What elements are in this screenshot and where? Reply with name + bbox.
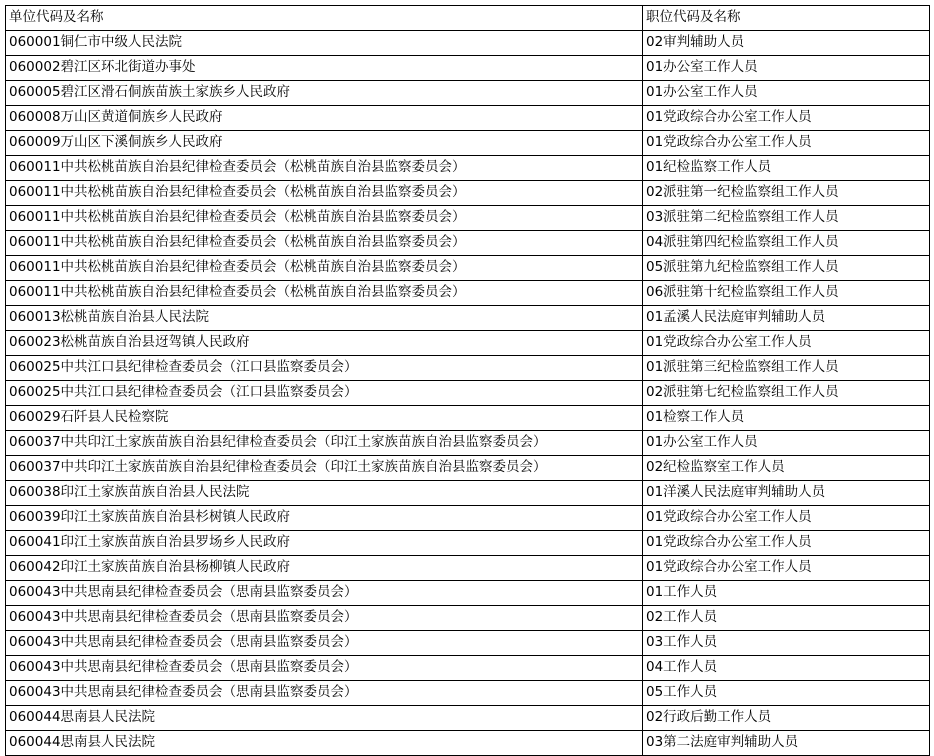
cell-unit-text: 060037中共印江土家族苗族自治县纪律检查委员会（印江土家族苗族自治县监察委员会）	[9, 433, 547, 450]
table-row	[6, 231, 930, 256]
cell-position	[643, 231, 930, 256]
cell-unit	[6, 81, 643, 106]
table-row	[6, 606, 930, 631]
cell-unit-text: 060043中共思南县纪律检查委员会（思南县监察委员会）	[9, 608, 358, 625]
table-body	[6, 6, 930, 756]
cell-position	[643, 681, 930, 706]
cell-position	[643, 306, 930, 331]
cell-position	[643, 556, 930, 581]
table-row	[6, 406, 930, 431]
cell-unit	[6, 156, 643, 181]
cell-position-text: 01党政综合办公室工作人员	[646, 108, 812, 125]
cell-unit	[6, 631, 643, 656]
table-row	[6, 506, 930, 531]
cell-position	[643, 156, 930, 181]
table-row	[6, 81, 930, 106]
cell-unit	[6, 731, 643, 756]
table-row	[6, 431, 930, 456]
cell-unit	[6, 331, 643, 356]
cell-position	[643, 531, 930, 556]
cell-unit	[6, 381, 643, 406]
cell-position-text: 03第二法庭审判辅助人员	[646, 733, 799, 750]
table-row	[6, 581, 930, 606]
cell-unit-text: 060005碧江区滑石侗族苗族土家族乡人民政府	[9, 83, 291, 100]
cell-position	[643, 381, 930, 406]
cell-position	[643, 181, 930, 206]
cell-unit-text: 060025中共江口县纪律检查委员会（江口县监察委员会）	[9, 358, 358, 375]
cell-unit-text: 060009万山区下溪侗族乡人民政府	[9, 133, 223, 150]
cell-position-text: 01工作人员	[646, 583, 718, 600]
cell-position-text: 01纪检监察工作人员	[646, 158, 772, 175]
cell-unit-text: 060025中共江口县纪律检查委员会（江口县监察委员会）	[9, 383, 358, 400]
table-header-row	[6, 6, 930, 31]
cell-unit-text: 060023松桃苗族自治县迓驾镇人民政府	[9, 333, 250, 350]
cell-unit	[6, 356, 643, 381]
cell-unit-text: 060043中共思南县纪律检查委员会（思南县监察委员会）	[9, 583, 358, 600]
cell-unit	[6, 456, 643, 481]
cell-unit-text: 060029石阡县人民检察院	[9, 408, 169, 425]
cell-unit-text: 060011中共松桃苗族自治县纪律检查委员会（松桃苗族自治县监察委员会）	[9, 158, 466, 175]
cell-position	[643, 581, 930, 606]
cell-position	[643, 256, 930, 281]
cell-unit	[6, 206, 643, 231]
table-row	[6, 281, 930, 306]
cell-position	[643, 606, 930, 631]
table-row	[6, 331, 930, 356]
cell-position	[643, 706, 930, 731]
cell-position	[643, 31, 930, 56]
cell-unit-text: 060039印江土家族苗族自治县杉树镇人民政府	[9, 508, 291, 525]
column-header-unit	[6, 6, 643, 31]
cell-position	[643, 81, 930, 106]
table-row	[6, 306, 930, 331]
cell-unit	[6, 31, 643, 56]
cell-unit-text: 060037中共印江土家族苗族自治县纪律检查委员会（印江土家族苗族自治县监察委员会）	[9, 458, 547, 475]
cell-unit-text: 060001铜仁市中级人民法院	[9, 33, 183, 50]
cell-unit-text: 060002碧江区环北街道办事处	[9, 58, 196, 75]
cell-unit-text: 060011中共松桃苗族自治县纪律检查委员会（松桃苗族自治县监察委员会）	[9, 233, 466, 250]
table-row	[6, 381, 930, 406]
table-row	[6, 681, 930, 706]
cell-position-text: 05工作人员	[646, 683, 718, 700]
table-row	[6, 256, 930, 281]
cell-unit	[6, 531, 643, 556]
cell-unit	[6, 706, 643, 731]
cell-position-text: 01办公室工作人员	[646, 83, 758, 100]
cell-unit	[6, 256, 643, 281]
table-row	[6, 356, 930, 381]
cell-unit	[6, 506, 643, 531]
cell-position-text: 01洋溪人民法庭审判辅助人员	[646, 483, 826, 500]
cell-position	[643, 356, 930, 381]
cell-position-text: 04工作人员	[646, 658, 718, 675]
cell-unit	[6, 581, 643, 606]
cell-unit	[6, 106, 643, 131]
cell-position-text: 01党政综合办公室工作人员	[646, 533, 812, 550]
cell-unit-text: 060043中共思南县纪律检查委员会（思南县监察委员会）	[9, 633, 358, 650]
cell-position-text: 02工作人员	[646, 608, 718, 625]
cell-position-text: 02纪检监察室工作人员	[646, 458, 785, 475]
cell-position-text: 01派驻第三纪检监察组工作人员	[646, 358, 839, 375]
cell-position	[643, 481, 930, 506]
table-row	[6, 156, 930, 181]
cell-unit	[6, 606, 643, 631]
cell-position-text: 01检察工作人员	[646, 408, 745, 425]
cell-unit-text: 060043中共思南县纪律检查委员会（思南县监察委员会）	[9, 683, 358, 700]
cell-position	[643, 331, 930, 356]
cell-position-text: 01办公室工作人员	[646, 58, 758, 75]
table-row	[6, 456, 930, 481]
cell-position-text: 02派驻第一纪检监察组工作人员	[646, 183, 839, 200]
cell-unit-text: 060008万山区黄道侗族乡人民政府	[9, 108, 223, 125]
cell-position	[643, 281, 930, 306]
cell-position-text: 02审判辅助人员	[646, 33, 745, 50]
cell-unit-text: 060038印江土家族苗族自治县人民法院	[9, 483, 250, 500]
cell-unit	[6, 556, 643, 581]
cell-unit	[6, 131, 643, 156]
cell-unit	[6, 481, 643, 506]
cell-unit-text: 060011中共松桃苗族自治县纪律检查委员会（松桃苗族自治县监察委员会）	[9, 183, 466, 200]
table-row	[6, 31, 930, 56]
cell-position-text: 03工作人员	[646, 633, 718, 650]
cell-position	[643, 506, 930, 531]
table-row	[6, 56, 930, 81]
cell-position-text: 04派驻第四纪检监察组工作人员	[646, 233, 839, 250]
cell-position-text: 01党政综合办公室工作人员	[646, 333, 812, 350]
cell-unit-text: 060011中共松桃苗族自治县纪律检查委员会（松桃苗族自治县监察委员会）	[9, 258, 466, 275]
cell-unit-text: 060043中共思南县纪律检查委员会（思南县监察委员会）	[9, 658, 358, 675]
cell-unit	[6, 306, 643, 331]
cell-position-text: 02行政后勤工作人员	[646, 708, 772, 725]
cell-position	[643, 631, 930, 656]
cell-position	[643, 656, 930, 681]
cell-position-text: 01孟溪人民法庭审判辅助人员	[646, 308, 826, 325]
cell-unit-text: 060041印江土家族苗族自治县罗场乡人民政府	[9, 533, 291, 550]
cell-position-text: 05派驻第九纪检监察组工作人员	[646, 258, 839, 275]
cell-position-text: 06派驻第十纪检监察组工作人员	[646, 283, 839, 300]
table-row	[6, 656, 930, 681]
cell-unit-text: 060044思南县人民法院	[9, 708, 156, 725]
cell-position	[643, 456, 930, 481]
cell-position-text: 01党政综合办公室工作人员	[646, 558, 812, 575]
cell-unit	[6, 681, 643, 706]
cell-position-text: 02派驻第七纪检监察组工作人员	[646, 383, 839, 400]
cell-position-text: 01党政综合办公室工作人员	[646, 133, 812, 150]
cell-position-text: 01办公室工作人员	[646, 433, 758, 450]
table-row	[6, 181, 930, 206]
table-row	[6, 631, 930, 656]
cell-unit-text: 060042印江土家族苗族自治县杨柳镇人民政府	[9, 558, 291, 575]
table-row	[6, 556, 930, 581]
column-header-unit-label: 单位代码及名称	[9, 8, 104, 25]
cell-unit	[6, 181, 643, 206]
cell-position	[643, 56, 930, 81]
cell-position	[643, 206, 930, 231]
cell-unit-text: 060013松桃苗族自治县人民法院	[9, 308, 210, 325]
cell-unit-text: 060011中共松桃苗族自治县纪律检查委员会（松桃苗族自治县监察委员会）	[9, 208, 466, 225]
cell-unit	[6, 56, 643, 81]
cell-unit-text: 060011中共松桃苗族自治县纪律检查委员会（松桃苗族自治县监察委员会）	[9, 283, 466, 300]
cell-unit	[6, 431, 643, 456]
table-row	[6, 131, 930, 156]
cell-position-text: 03派驻第二纪检监察组工作人员	[646, 208, 839, 225]
cell-unit	[6, 281, 643, 306]
cell-position	[643, 106, 930, 131]
cell-position	[643, 431, 930, 456]
cell-position	[643, 731, 930, 756]
table-row	[6, 206, 930, 231]
cell-position-text: 01党政综合办公室工作人员	[646, 508, 812, 525]
cell-unit-text: 060044思南县人民法院	[9, 733, 156, 750]
table-row	[6, 731, 930, 756]
cell-position	[643, 406, 930, 431]
cell-unit	[6, 406, 643, 431]
table-row	[6, 531, 930, 556]
cell-unit	[6, 656, 643, 681]
cell-unit	[6, 231, 643, 256]
cell-position	[643, 131, 930, 156]
column-header-position-label: 职位代码及名称	[646, 8, 741, 25]
column-header-position	[643, 6, 930, 31]
table-row	[6, 481, 930, 506]
position-table	[5, 5, 930, 756]
table-row	[6, 106, 930, 131]
table-row	[6, 706, 930, 731]
